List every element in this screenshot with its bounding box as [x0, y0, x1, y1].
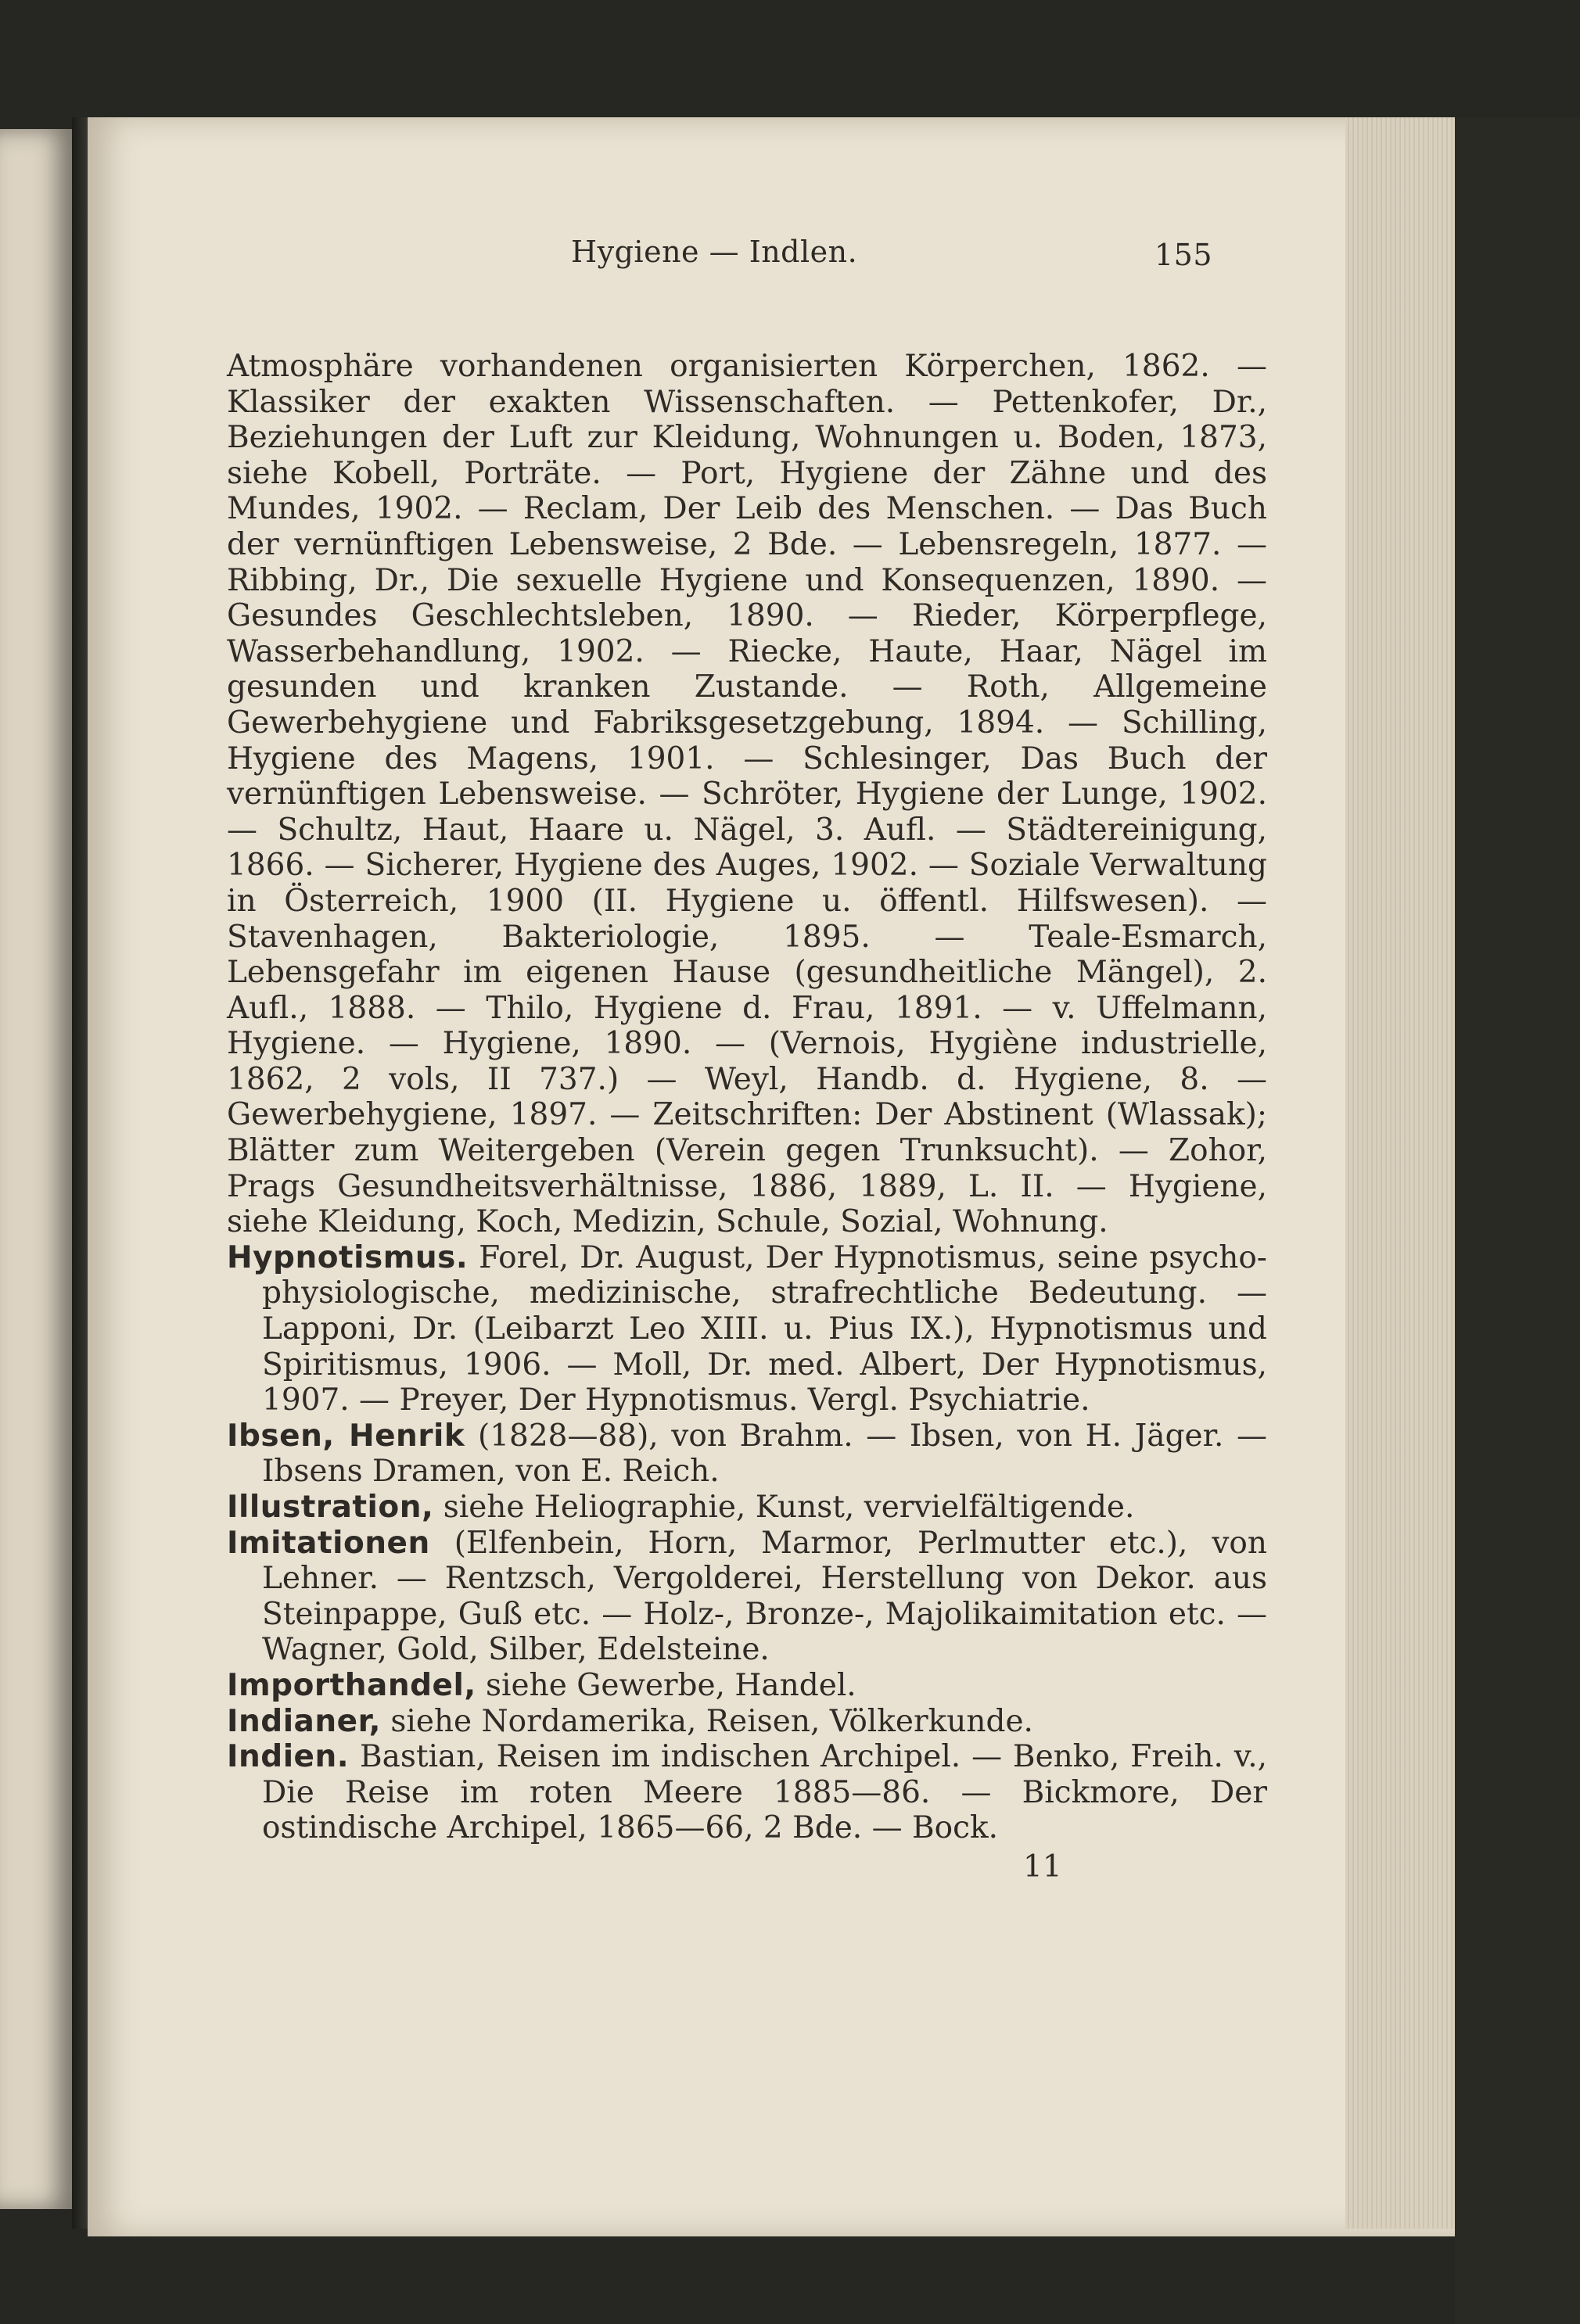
index-entry-importhandel [227, 1668, 1267, 1704]
index-entry-illustration [227, 1490, 1267, 1526]
entry-heading: Hypnotismus. [227, 1239, 469, 1275]
page-stack-edges [1345, 117, 1455, 2229]
index-entry-imitationen [227, 1526, 1267, 1668]
continued-entry [227, 349, 1267, 1240]
running-title: Hygiene — Indlen. [571, 235, 858, 269]
index-body [227, 349, 1267, 1885]
entry-text: Atmosphäre vorhandenen organisierten Körperchen, 1862. — Klassiker der exakten Wissenschaften. — Pettenkofer, Dr., Beziehungen der Luft zur Kleidung, Wohnungen u. Boden, 1873, siehe Kobell, Porträte. — Port, Hygiene der Zähne und des Mundes, 1902. — Reclam, Der Leib des Menschen. — Das Buch der vernünftigen Lebensweise, 2 Bde. — Lebensregeln, 1877. — Ribbing, Dr., Die sexuelle Hygiene und Konsequenzen, 1890. — Gesundes Geschlechtsleben, 1890. — Rieder, Körperpflege, Wasserbehandlung, 1902. — Riecke, Haute, Haar, Nägel im gesunden und kranken Zustande. — Roth, Allgemeine Gewerbehygiene und Fabriksgesetzgebung, 1894. — Schilling, Hygiene des Magens, 1901. — Schlesinger, Das Buch der vernünftigen Lebensweise. — Schröter, Hygiene der Lunge, 1902. — Schultz, Haut, Haare u. Nägel, 3. Aufl. — Städtereinigung, 1866. — Sicherer, Hygiene des Auges, 1902. — Soziale Verwaltung in Österreich, 1900 (II. Hygiene u. öffentl. Hilfswesen). — Stavenhagen, Bakteriologie, 1895. — Teale-Esmarch, Lebensgefahr im eigenen Hause (gesundheitliche Mängel), 2. Aufl., 1888. — Thilo, Hygiene d. Frau, 1891. — v. Uffelmann, Hygiene. — Hygiene, 1890. — (Vernois, Hygiène industrielle, 1862, 2 vols, II 737.) — Weyl, Handb. d. Hygiene, 8. — Gewerbehygiene, 1897. — Zeitschriften: Der Abstinent (Wlassak); Blätter zum Weitergeben (Verein gegen Trunksucht). — Zohor, Prags Gesundheitsverhältnisse, 1886, 1889, L. II. — Hygiene, siehe Kleidung, Koch, Medizin, Schule, Sozial, Wohnung. [227, 349, 1267, 1240]
entry-text: (Elfenbein, Horn, Marmor, Perlmutter etc.), von Lehner. — Rentzsch, Vergolderei, Herstellung von Dekor. aus Steinpappe, Guß etc. — Holz-, Bronze-, Majolikaimitation etc. — Wagner, Gold, Silber, Edelsteine. [262, 1525, 1267, 1668]
entry-text: siehe Gewerbe, Handel. [486, 1667, 856, 1703]
index-entry-hypnotismus [227, 1240, 1267, 1418]
entry-heading: Ibsen, Henrik [227, 1418, 465, 1454]
entry-text: (1828—88), von Brahm. — Ibsen, von H. Jäger. — Ibsens Dramen, von E. Reich. [262, 1418, 1267, 1490]
entry-text: Forel, Dr. August, Der Hypnotismus, seine psycho-physiologische, medizinische, strafrechtliche Bedeutung. — Lapponi, Dr. (Leibarzt Leo XIII. u. Pius IX.), Hypnotismus und Spiritismus, 1906. — Moll, Dr. med. Albert, Der Hypnotismus, 1907. — Preyer, Der Hypnotismus. Vergl. Psychiatrie. [262, 1239, 1267, 1418]
entry-text: siehe Heliographie, Kunst, vervielfältigende. [443, 1490, 1135, 1525]
entry-heading: Imitationen [227, 1525, 430, 1561]
signature-mark: 11 [1023, 1849, 1062, 1885]
running-header [227, 227, 1267, 289]
page-number: 155 [1154, 238, 1212, 272]
index-entry-ibsen [227, 1418, 1267, 1490]
entry-heading: Importhandel, [227, 1667, 476, 1703]
left-page-edge [0, 129, 72, 2209]
entry-text: Bastian, Reisen im indischen Archipel. — Benko, Freih. v., Die Reise im roten Meere 1885—86. — Bickmore, Der ostindische Archipel, 1865—66, 2 Bde. — Bock. [262, 1739, 1267, 1846]
scan-background [1455, 117, 1580, 2324]
index-entry-indianer [227, 1704, 1267, 1740]
page-text [227, 227, 1267, 1885]
entry-heading: Illustration, [227, 1490, 434, 1525]
book-gutter [72, 117, 89, 2229]
entry-heading: Indien. [227, 1739, 350, 1775]
entry-text: siehe Nordamerika, Reisen, Völkerkunde. [390, 1703, 1033, 1739]
entry-heading: Indianer, [227, 1703, 381, 1739]
index-entry-indien [227, 1739, 1267, 1846]
